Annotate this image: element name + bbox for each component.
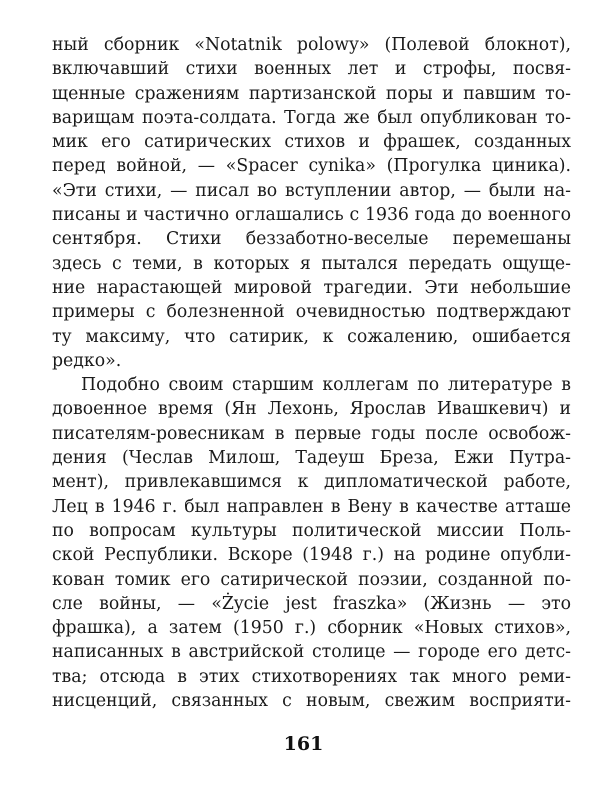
text-line: фрашка), а затем (1950 г.) сборник «Новых стихов», xyxy=(52,618,571,639)
text-line: примеры с болезненной очевидностью подтверждают xyxy=(52,302,571,323)
text-line: ту максиму, что сатирик, к сожалению, ошибается xyxy=(52,326,571,347)
paragraph-1 xyxy=(52,33,571,373)
text-line: ской Республики. Вскоре (1948 г.) на родине опубли- xyxy=(52,545,571,566)
text-line: ние нарастающей мировой трагедии. Эти небольшие xyxy=(52,277,571,298)
body-text xyxy=(52,33,571,713)
text-line: щенные сражениям партизанской поры и павшим то- xyxy=(52,83,571,104)
text-line: нисценций, связанных с новым, свежим восприяти- xyxy=(52,691,571,712)
paragraph-2 xyxy=(52,373,571,713)
text-line: по вопросам культуры политической миссии Поль- xyxy=(52,520,571,541)
text-line: ный сборник «Notatnik polowy» (Полевой блокнот), xyxy=(52,35,571,55)
text-line: редко». xyxy=(52,350,122,371)
text-line: мент), привлекавшимся к дипломатической работе, xyxy=(52,472,571,493)
text-line: «Эти стихи, — писал во вступлении автор, — были на- xyxy=(52,180,571,201)
page-number: 161 xyxy=(283,733,324,755)
text-line: Лец в 1946 г. был направлен в Вену в качестве атташе xyxy=(52,496,571,517)
text-line: довоенное время (Ян Лехонь, Ярослав Ивашкевич) и xyxy=(52,399,571,420)
text-line: написанных в австрийской столице — городе его детс- xyxy=(52,642,571,663)
text-line: кован томик его сатирической поэзии, созданной по- xyxy=(52,569,571,590)
text-line: Подобно своим старшим коллегам по литературе в xyxy=(81,375,571,396)
text-line: сентября. Стихи беззаботно-веселые перемешаны xyxy=(52,229,571,250)
text-line: писателям-ровесникам в первые годы после освобож- xyxy=(52,423,571,444)
text-line: дения (Чеслав Милош, Тадеуш Бреза, Ежи Путра- xyxy=(52,448,571,469)
text-line: здесь с теми, в которых я пытался передать ощуще- xyxy=(52,253,571,274)
text-line: сле войны, — «Życie jest fraszka» (Жизнь — это xyxy=(52,593,571,614)
text-line: тва; отсюда в этих стихотворениях так много реми- xyxy=(52,666,571,687)
text-line: включавший стихи военных лет и строфы, посвя- xyxy=(52,59,571,80)
text-line: писаны и частично оглашались с 1936 года до военного xyxy=(52,205,571,226)
text-line: варищам поэта-солдата. Тогда же был опубликован то- xyxy=(52,107,571,128)
text-line: мик его сатирических стихов и фрашек, созданных xyxy=(52,132,571,153)
text-line: перед войной, — «Spacer cynika» (Прогулка циника). xyxy=(52,156,571,177)
